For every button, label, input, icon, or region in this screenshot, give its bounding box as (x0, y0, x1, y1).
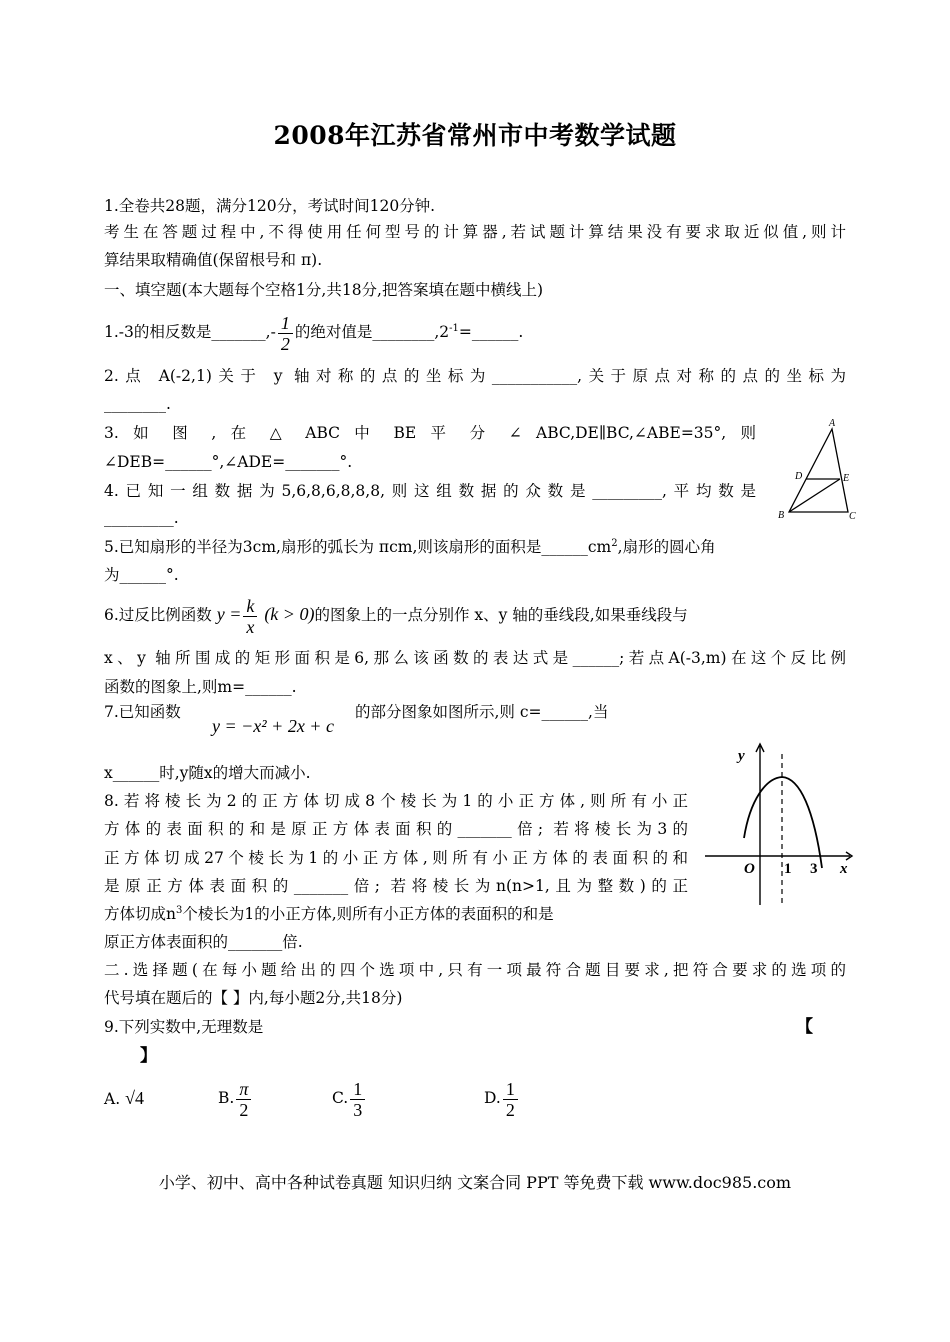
option-a-value: √4 (125, 1088, 144, 1108)
note-line-2: 考生在答题过程中,不得使用任何型号的计算器,若试题计算结果没有要求取近似值,则计 (104, 223, 846, 241)
label-c: C (849, 511, 856, 522)
page-footer: 小学、初中、高中各种试卷真题 知识归纳 文案合同 PPT 等免费下载 www.doc985.com (158, 1173, 792, 1192)
question-9-stem: 9.下列实数中,无理数是 (104, 1018, 264, 1036)
q8-text-5a: 方体切成n (104, 905, 176, 923)
q9-option-c (332, 1072, 367, 1124)
q1-text-a: 1.-3的相反数是_______,- (104, 323, 276, 341)
option-c-fraction (350, 1079, 365, 1120)
page-title: 2008年江苏省常州市中考数学试题 (273, 121, 677, 150)
question-7-text-a: 7.已知函数 (104, 703, 181, 721)
option-d-fraction (503, 1079, 518, 1120)
question-6-line-2: x、y 轴所围成的矩形面积是6,那么该函数的表达式是______;若点A(-3,m)在这个反比例 (104, 649, 846, 667)
q6-frac-den: x (243, 616, 257, 637)
q9-option-d (484, 1072, 520, 1124)
q6-eq-y: y = (216, 604, 242, 624)
question-7-equation: y = −x² + 2x + c (212, 716, 334, 736)
tick-1: 1 (784, 861, 792, 877)
label-a: A (829, 418, 836, 429)
question-4-line-1: 4.已知一组数据为5,6,8,6,8,8,8,则这组数据的众数是_________,平均数是 (104, 482, 756, 500)
parabola-curve (744, 777, 822, 868)
q6-text-a2: 的图象上的一点分别作 x、y 轴的垂线段,如果垂线段与 (314, 606, 688, 624)
q9-bracket-close: 】 (140, 1046, 157, 1066)
label-origin: O (744, 861, 755, 877)
option-d-num: 1 (505, 1078, 515, 1099)
question-1 (104, 310, 523, 354)
q1-frac-num: 1 (280, 312, 290, 333)
question-8-line-3: 正方体切成27个棱长为1的小正方体,则所有小正方体的表面积的和 (104, 849, 688, 867)
option-c-den: 3 (350, 1099, 365, 1120)
question-7-line-2: x______时,y随x的增大而减小. (104, 764, 311, 782)
section1-heading: 一、填空题(本大题每个空格1分,共18分,把答案填在题中横线上) (104, 281, 544, 299)
q5-sup: 2 (611, 537, 618, 549)
q5-text-a2: ,扇形的圆心角 (617, 538, 716, 556)
question-4-line-2: _________. (104, 509, 179, 527)
label-y: y (738, 748, 745, 764)
segment-be (789, 479, 840, 512)
q1-frac-den: 2 (278, 333, 293, 354)
question-8-line-4: 是原正方体表面积的_______倍; 若将棱长为n(n>1,且为整数)的正 (104, 877, 688, 895)
q9-option-b (218, 1072, 253, 1124)
label-d: D (795, 471, 803, 482)
q9-option-a (104, 1088, 144, 1109)
question-8-line-5 (104, 904, 554, 924)
parabola-figure (700, 740, 860, 910)
q8-text-5b: 个棱长为1的小正方体,则所有小正方体的表面积的和是 (182, 905, 554, 923)
option-c-label: C. (332, 1089, 349, 1107)
triangle-figure (775, 415, 865, 525)
option-c-num: 1 (353, 1078, 363, 1099)
question-2-line-1: 2.点 A(-2,1)关于 y 轴对称的点的坐标为___________,关于原点对称的点的坐标为 (104, 367, 846, 385)
q5-text-a: 5.已知扇形的半径为3cm,扇形的弧长为 πcm,则该扇形的面积是______cm (104, 538, 612, 556)
label-b: B (778, 510, 785, 521)
question-2-line-2: ________. (104, 395, 171, 413)
option-d-label: D. (484, 1089, 501, 1107)
q1-sup: -1 (449, 322, 459, 334)
option-b-fraction (236, 1079, 251, 1120)
q1-text-b: 的绝对值是________,2 (294, 323, 450, 341)
q1-fraction (278, 313, 293, 354)
question-3-line-2: ∠DEB=______°,∠ADE=_______°. (104, 453, 353, 471)
question-8-line-1: 8.若将棱长为2的正方体切成8个棱长为1的小正方体,则所有小正 (104, 792, 688, 810)
question-6-line-3: 函数的图象上,则m=______. (104, 678, 297, 696)
option-d-den: 2 (503, 1099, 518, 1120)
option-b-den: 2 (236, 1099, 251, 1120)
q6-text-a: 6.过反比例函数 (104, 606, 212, 624)
question-8-line-2: 方体的表面积的和是原正方体表面积的_______倍; 若将棱长为3的 (104, 820, 688, 838)
note-line-3: 算结果取精确值(保留根号和 π). (104, 251, 323, 269)
q9-bracket-open: 【 (796, 1017, 813, 1037)
question-5-line-2: 为______°. (104, 566, 179, 584)
option-a-label: A. (104, 1090, 121, 1108)
question-3-line-1: 3. 如 图 , 在 △ ABC 中 BE 平 分 ∠ ABC,DE∥BC,∠ABE=35°, 则 (104, 424, 756, 442)
option-b-label: B. (218, 1089, 235, 1107)
q1-text-c: =______. (458, 323, 524, 341)
q6-condition: (k > 0) (264, 604, 315, 624)
note-line-1: 1.全卷共28题，满分120分，考试时间120分钟. (104, 197, 436, 215)
q6-fraction (243, 596, 257, 637)
q8-sup: 3 (175, 904, 183, 916)
question-5-line-1 (104, 537, 716, 557)
section2-heading-line-2: 代号填在题后的【 】内,每小题2分,共18分) (104, 989, 403, 1007)
label-x: x (840, 861, 848, 877)
question-6-line-1 (104, 590, 688, 639)
label-e: E (843, 473, 850, 484)
tick-3: 3 (810, 861, 818, 877)
q6-frac-num: k (246, 595, 255, 616)
section2-heading-line-1: 二.选择题(在每小题给出的四个选项中,只有一项最符合题目要求,把符合要求的选项的 (104, 961, 846, 979)
option-b-num: π (239, 1078, 249, 1099)
question-8-line-6: 原正方体表面积的_______倍. (104, 933, 303, 951)
question-7-text-a2: 的部分图象如图所示,则 c=______,当 (355, 703, 609, 721)
